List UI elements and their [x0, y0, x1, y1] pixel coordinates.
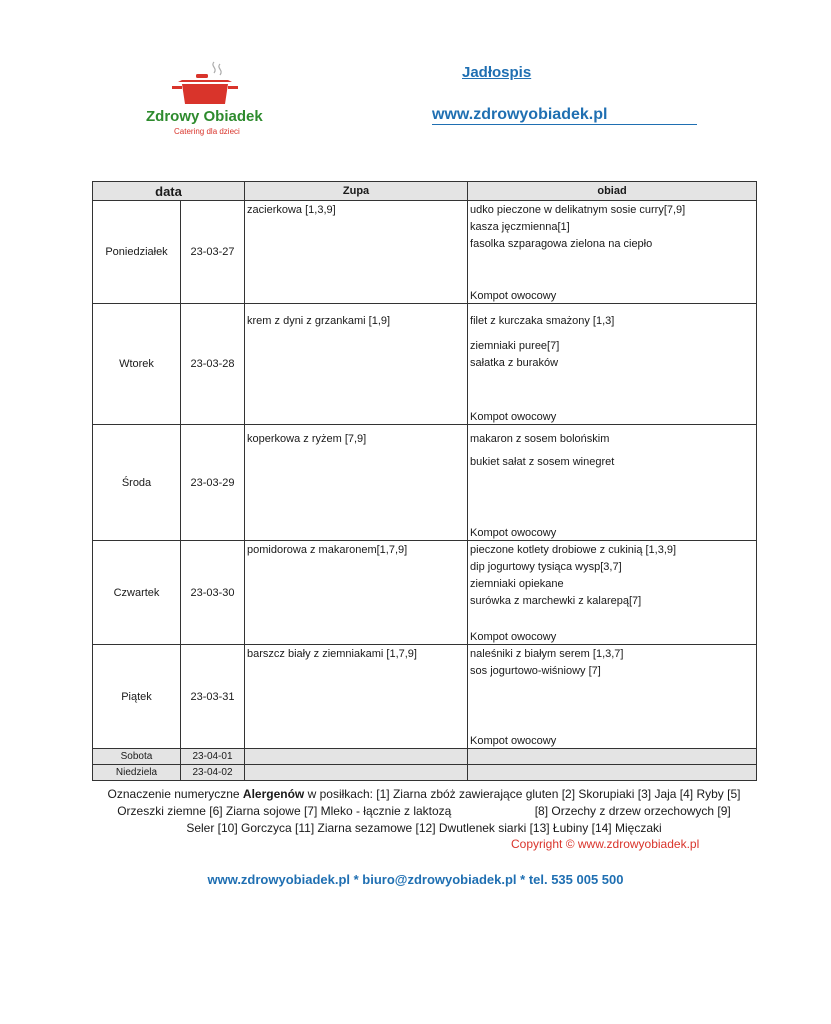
- lunch-dish: dip jogurtowy tysiąca wysp[3,7]: [470, 561, 622, 573]
- footer-contact[interactable]: www.zdrowyobiadek.pl * biuro@zdrowyobiadek.pl * tel. 535 005 500: [207, 872, 624, 887]
- soup-cell: [245, 765, 468, 781]
- table-row: [93, 749, 757, 765]
- day-date: 23-03-29: [181, 425, 245, 541]
- table-row: [93, 765, 757, 781]
- allergen-legend: [92, 786, 756, 837]
- lunch-dish: udko pieczone w delikatnym sosie curry[7,9]: [470, 204, 686, 216]
- lunch-dish: ziemniaki puree[7]: [470, 340, 560, 352]
- day-name: Środa: [93, 425, 181, 541]
- allergen-line-3: Seler [10] Gorczyca [11] Ziarna sezamowe [12] Dwutlenek siarki [13] Łubiny [14] Mięczaki: [186, 821, 662, 835]
- day-date: 23-04-01: [181, 749, 245, 765]
- allergen-prefix: Oznaczenie numeryczne: [107, 787, 243, 801]
- day-name: Poniedziałek: [93, 201, 181, 304]
- site-link[interactable]: www.zdrowyobiadek.pl: [432, 106, 697, 125]
- table-row: [93, 425, 757, 541]
- table-row: [93, 541, 757, 645]
- lunch-cell: [468, 304, 757, 425]
- day-date: 23-03-31: [181, 645, 245, 749]
- header-data: data: [93, 182, 245, 201]
- table-row: [93, 645, 757, 749]
- allergen-line-1: [92, 786, 756, 803]
- lunch-cell: [468, 201, 757, 304]
- day-name: Czwartek: [93, 541, 181, 645]
- day-name: Niedziela: [93, 765, 181, 781]
- header-soup: Zupa: [245, 182, 468, 201]
- day-name: Sobota: [93, 749, 181, 765]
- kompot: Kompot owocowy: [470, 290, 557, 302]
- lunch-cell: [468, 749, 757, 765]
- copyright: Copyright © www.zdrowyobiadek.pl: [511, 837, 700, 851]
- allergen-bold: Alergenów: [242, 787, 305, 801]
- lunch-dish: sos jogurtowo-wiśniowy [7]: [470, 665, 601, 677]
- soup-cell: zacierkowa [1,3,9]: [245, 201, 468, 304]
- day-name: Wtorek: [93, 304, 181, 425]
- lunch-dish: pieczone kotlety drobiowe z cukinią [1,3,9]: [470, 544, 677, 556]
- day-date: 23-03-28: [181, 304, 245, 425]
- lunch-dish: filet z kurczaka smażony [1,3]: [470, 315, 615, 327]
- logo-tagline: Catering dla dzieci: [174, 127, 240, 136]
- kompot: Kompot owocowy: [470, 411, 557, 423]
- soup-cell: barszcz biały z ziemniakami [1,7,9]: [245, 645, 468, 749]
- day-date: 23-04-02: [181, 765, 245, 781]
- soup-cell: [245, 749, 468, 765]
- lunch-cell: [468, 645, 757, 749]
- day-date: 23-03-30: [181, 541, 245, 645]
- lunch-cell: [468, 541, 757, 645]
- lunch-dish: sałatka z buraków: [470, 357, 559, 369]
- day-name: Piątek: [93, 645, 181, 749]
- logo: [140, 60, 270, 140]
- kompot: Kompot owocowy: [470, 527, 557, 539]
- lunch-dish: naleśniki z białym serem [1,3,7]: [470, 648, 624, 660]
- table-row: [93, 304, 757, 425]
- soup-cell: pomidorowa z makaronem[1,7,9]: [245, 541, 468, 645]
- page-title[interactable]: Jadłospis: [462, 64, 532, 81]
- lunch-dish: bukiet sałat z sosem winegret: [470, 456, 615, 468]
- lunch-dish: kasza jęczmienna[1]: [470, 221, 570, 233]
- header-lunch: obiad: [468, 182, 757, 201]
- soup-cell: krem z dyni z grzankami [1,9]: [245, 304, 468, 425]
- kompot: Kompot owocowy: [470, 735, 557, 747]
- lunch-dish: surówka z marchewki z kalarepą[7]: [470, 595, 642, 607]
- allergen-line1-rest: w posiłkach: [1] Ziarna zbóż zawierające gluten [2] Skorupiaki [3] Jaja [4] Ryby [5]: [304, 787, 741, 801]
- allergen-line-2: Orzeszki ziemne [6] Ziarna sojowe [7] Mleko - łącznie z laktozą [8] Orzechy z drzew orzechowych [9]: [117, 804, 731, 818]
- header-row: [93, 182, 757, 201]
- lunch-cell: [468, 765, 757, 781]
- soup-cell: koperkowa z ryżem [7,9]: [245, 425, 468, 541]
- kompot: Kompot owocowy: [470, 631, 557, 643]
- logo-name: Zdrowy Obiadek: [146, 108, 263, 125]
- lunch-dish: fasolka szparagowa zielona na ciepło: [470, 238, 653, 250]
- cooking-pot-icon: [170, 60, 240, 108]
- lunch-dish: ziemniaki opiekane: [470, 578, 564, 590]
- lunch-dish: makaron z sosem bolońskim: [470, 433, 610, 445]
- table-row: [93, 201, 757, 304]
- day-date: 23-03-27: [181, 201, 245, 304]
- menu-table: [92, 181, 757, 781]
- lunch-cell: [468, 425, 757, 541]
